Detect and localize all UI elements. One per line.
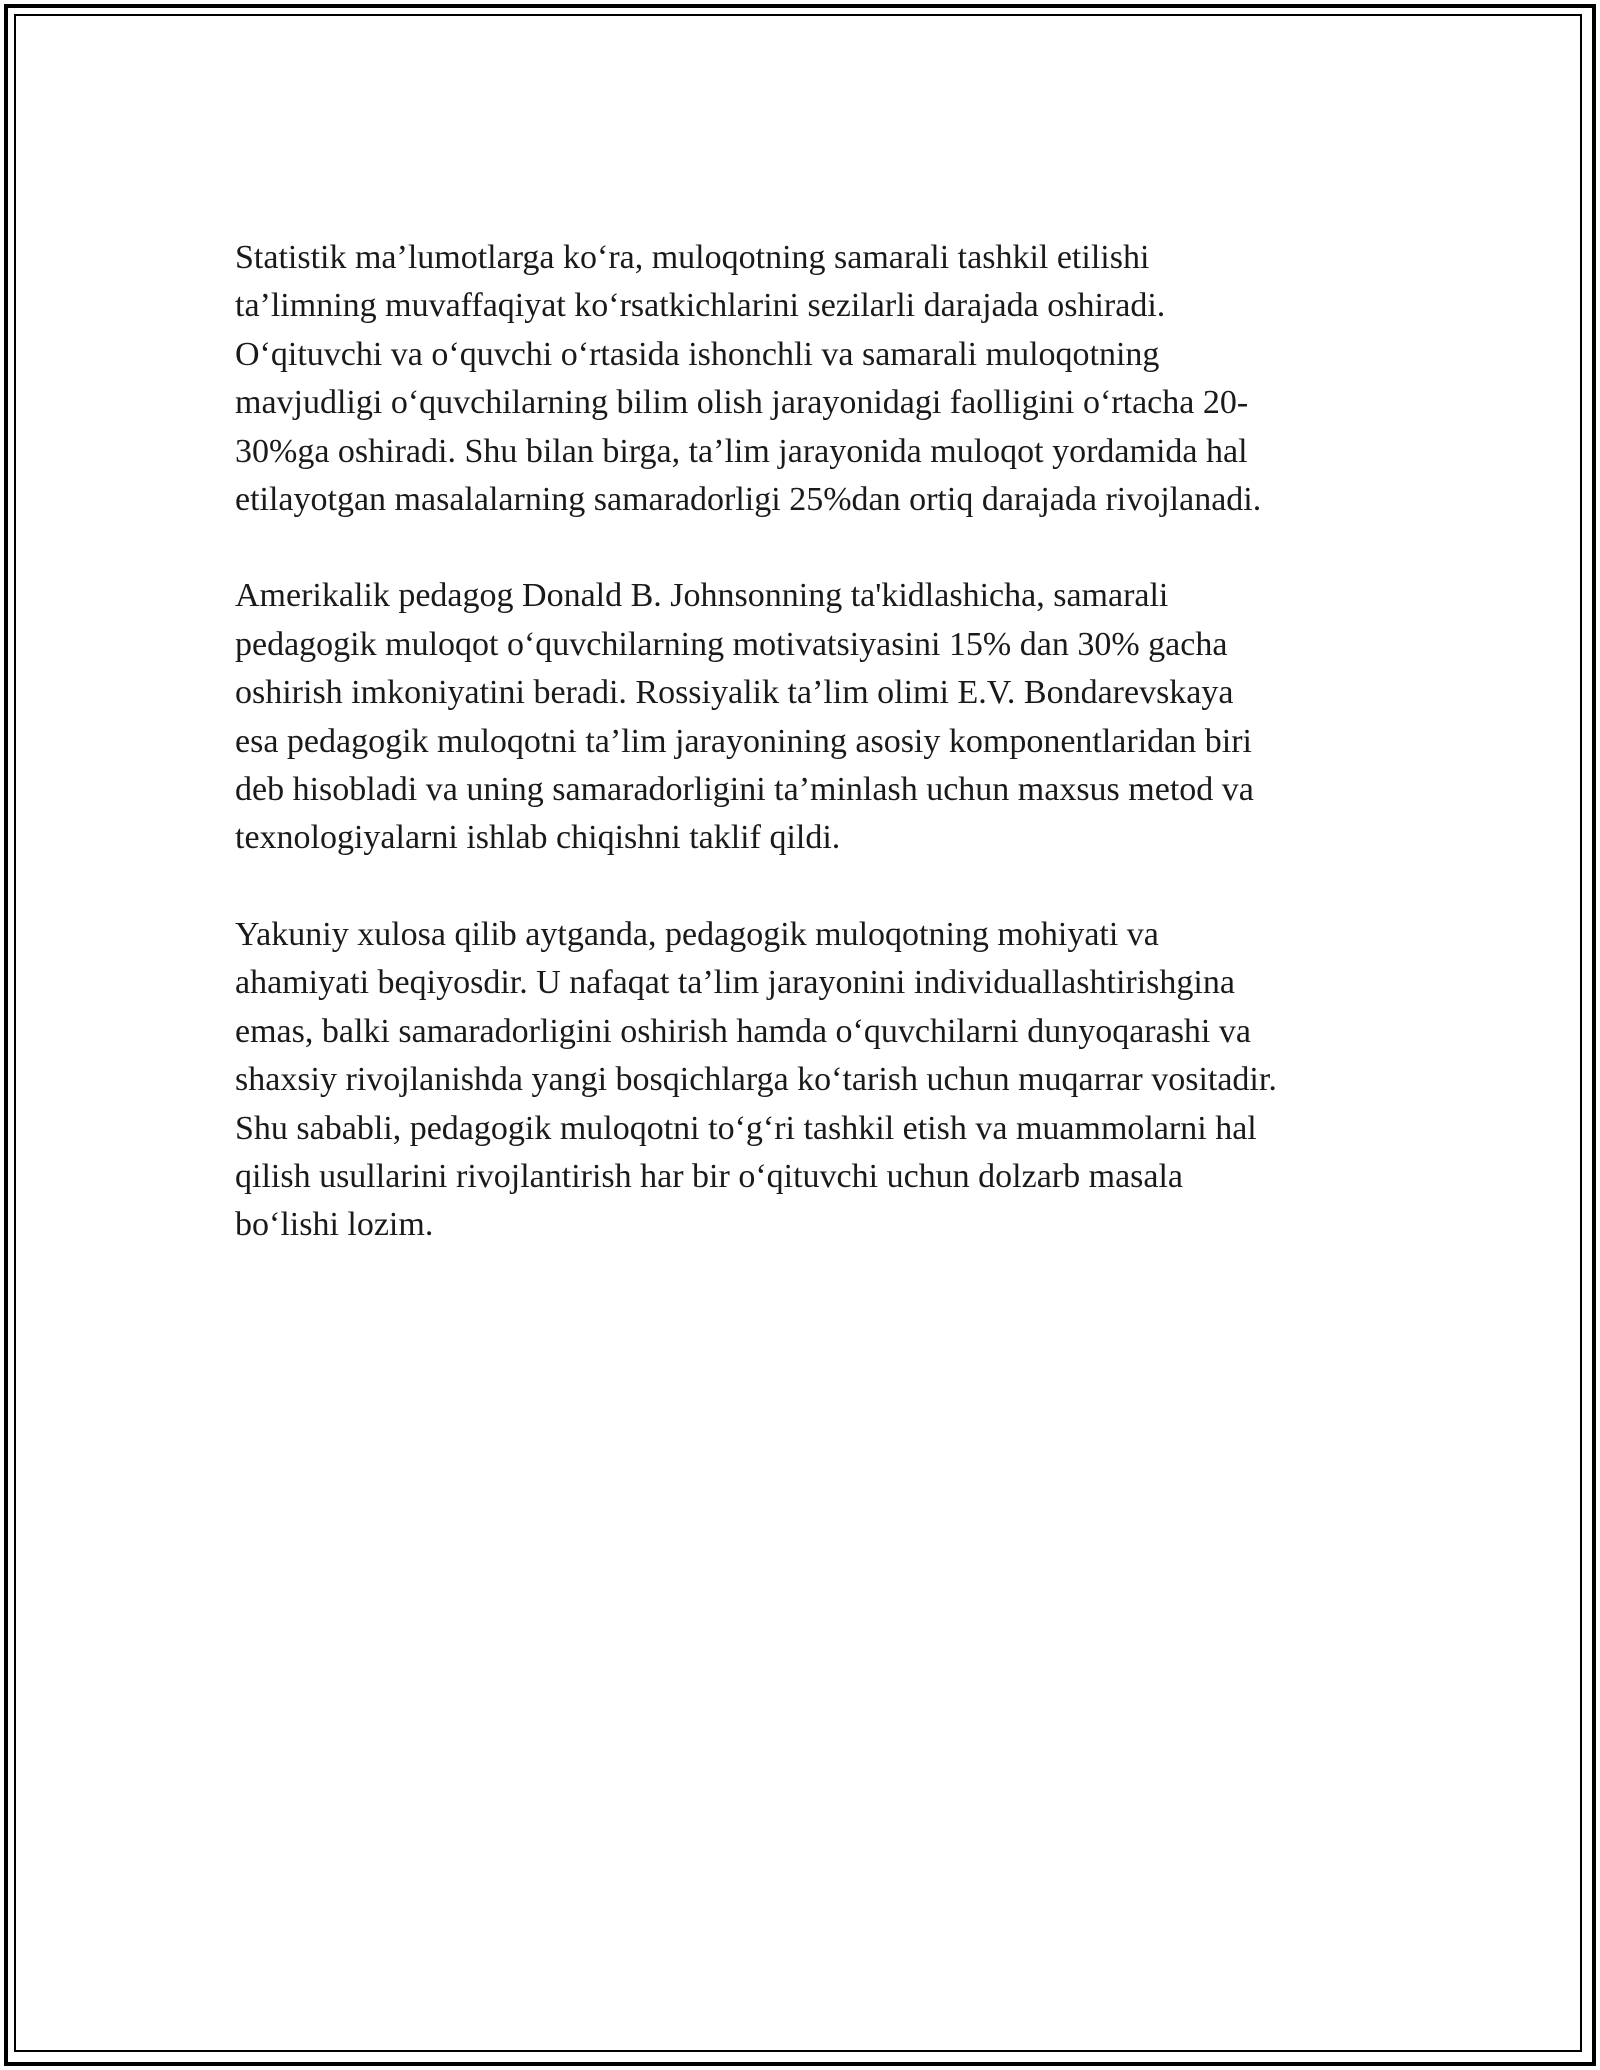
paragraph-conclusion: Yakuniy xulosa qilib aytganda, pedagogik muloqotning mohiyati va ahamiyati beqiyosdir. U nafaqat ta’lim jarayonini individuallashtirishgina emas, balki samaradorligini oshirish hamda o‘quvchilarni dunyoqarashi va shaxsiy rivojlanishda yangi bosqichlarga ko‘tarish uchun muqarrar vositadir. Shu sababli, pedagogik muloqotni to‘g‘ri tashkil etish va muammolarni hal qilish usullarini rivojlantirish har bir o‘qituvchi uchun dolzarb masala bo‘lishi lozim. (235, 915, 1277, 1244)
document-body (235, 234, 1370, 1298)
paragraph-statistics: Statistik ma’lumotlarga ko‘ra, muloqotning samarali tashkil etilishi ta’limning muvaffaqiyat ko‘rsatkichlarini sezilarli darajada oshiradi. O‘qituvchi va o‘quvchi o‘rtasida ishonchli va samarali muloqotning mavjudligi o‘quvchilarning bilim olish jarayonidagi faolligini o‘rtacha 20- 30%ga oshiradi. Shu bilan birga, ta’lim jarayonida muloqot yordamida hal etilayotgan masalalarning samaradorligi 25%dan ortiq darajada rivojlanadi. (235, 239, 1262, 519)
paragraph-researchers: Amerikalik pedagog Donald B. Johnsonning ta'kidlashicha, samarali pedagogik muloqot o‘quvchilarning motivatsiyasini 15% dan 30% gacha oshirish imkoniyatini beradi. Rossiyalik ta’lim olimi E.V. Bondarevskaya esa pedagogik muloqotni ta’lim jarayonining asosiy komponentlaridan biri deb hisobladi va uning samaradorligini ta’minlash uchun maxsus metod va texnologiyalarni ishlab chiqishni taklif qildi. (235, 577, 1254, 857)
